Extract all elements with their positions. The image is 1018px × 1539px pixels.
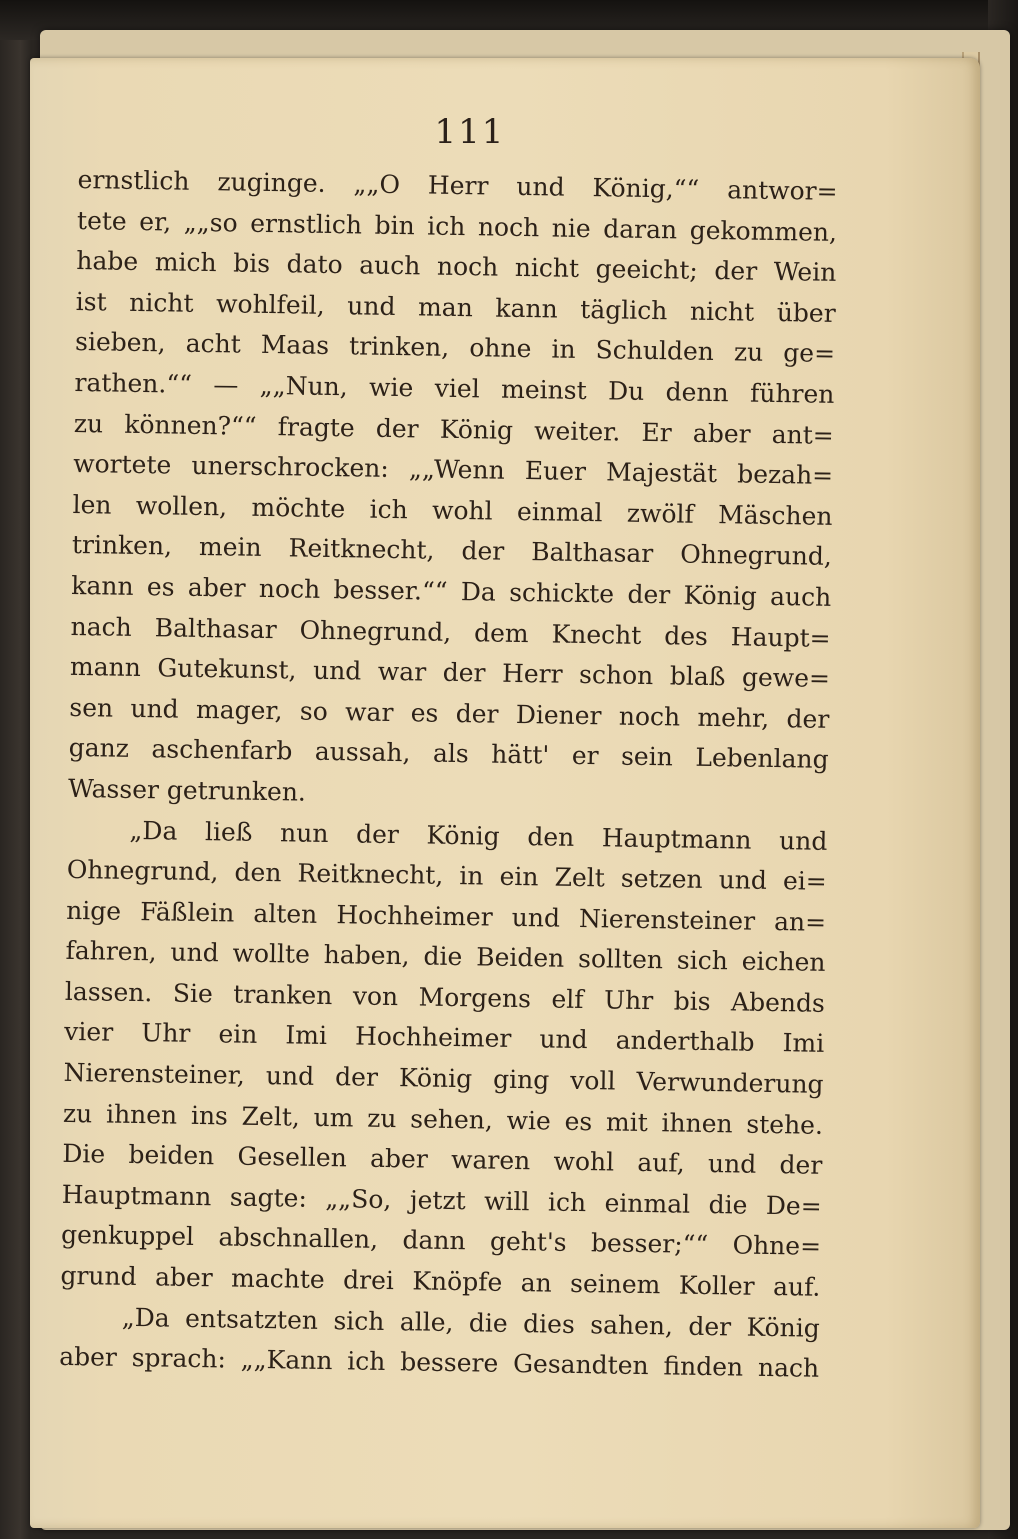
text-line: Wasser getrunken. xyxy=(67,773,307,807)
page-number: 111 xyxy=(434,112,506,152)
text-line: zu können?““ fragte der König weiter. Er aber ant= xyxy=(73,408,835,450)
text-line: sieben, acht Maas trinken, ohne in Schulden zu ge= xyxy=(74,327,836,369)
text-line: tete er, „„so ernstlich bin ich noch nie daran gekommen, xyxy=(76,205,838,247)
body-text xyxy=(59,160,838,1390)
text-line: ganz aschenfarb aussah, als hätt' er sein Lebenlang xyxy=(68,733,829,775)
text-line: Ohnegrund, den Reitknecht, in ein Zelt setzen und ei= xyxy=(66,855,827,896)
text-line: sen und mager, so war es der Diener noch mehr, der xyxy=(69,692,830,734)
text-line: lassen. Sie tranken von Morgens elf Uhr bis Abends xyxy=(64,976,826,1018)
text-line: fahren, und wollte haben, die Beiden sollten sich eichen xyxy=(65,936,826,978)
text-line: Die beiden Gesellen aber waren wohl auf, und der xyxy=(62,1139,823,1181)
text-line: len wollen, möchte ich wohl einmal zwölf Mäschen xyxy=(72,489,833,531)
text-line: wortete unerschrocken: „„Wenn Euer Majestät bezah= xyxy=(73,449,834,491)
text-line: „Da ließ nun der König den Hauptmann und xyxy=(129,815,828,856)
text-line: grund aber machte drei Knöpfe an seinem Koller auf. xyxy=(60,1260,821,1302)
text-line: nach Balthasar Ohnegrund, dem Knecht des Haupt= xyxy=(70,611,831,653)
text-line: kann es aber noch besser.““ Da schickte der König auch xyxy=(71,570,832,612)
text-line: ist nicht wohlfeil, und man kann täglich nicht über xyxy=(75,286,836,328)
text-line: ernstlich zuginge. „„O Herr und König,““ antwor= xyxy=(77,164,838,206)
text-line: „Da entsatzten sich alle, die dies sahen, der König xyxy=(121,1302,820,1343)
text-line: Nierensteiner, und der König ging voll Verwunderung xyxy=(63,1057,824,1099)
text-line: nige Fäßlein alten Hochheimer und Nierensteiner an= xyxy=(65,895,827,937)
text-line: trinken, mein Reitknecht, der Balthasar Ohnegrund, xyxy=(71,530,833,572)
text-line: Hauptmann sagte: „„So, jetzt will ich einmal die De= xyxy=(61,1179,822,1221)
text-line: genkuppel abschnallen, dann geht's besser;““ Ohne= xyxy=(60,1220,822,1262)
text-line: aber sprach: „„Kann ich bessere Gesandten finden nach xyxy=(58,1342,820,1384)
text-line: vier Uhr ein Imi Hochheimer und anderthalb Imi xyxy=(64,1017,825,1059)
text-line: mann Gutekunst, und war der Herr schon blaß gewe= xyxy=(69,652,831,693)
text-line: zu ihnen ins Zelt, um zu sehen, wie es mit ihnen stehe. xyxy=(62,1098,824,1140)
text-line: habe mich bis dato auch noch nicht geeicht; der Wein xyxy=(76,246,837,288)
text-line: rathen.““ — „„Nun, wie viel meinst Du denn führen xyxy=(74,367,835,409)
